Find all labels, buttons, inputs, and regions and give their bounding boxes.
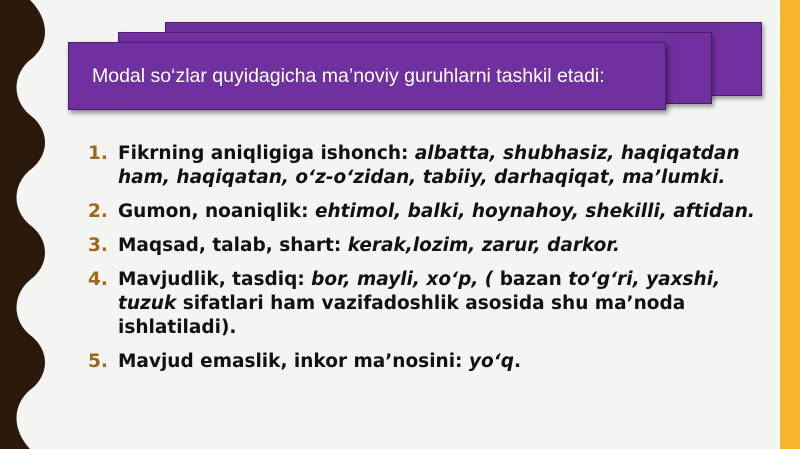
list-item — [88, 350, 758, 374]
list-text — [118, 234, 758, 258]
list-number: 4. — [88, 269, 108, 290]
group-examples: albatta, shubhasiz, haqiqatdan ham, haqiqatan, o‘z-o‘zidan, tabiiy, darhaqiqat, ma’lumki. — [118, 143, 740, 188]
title-banner — [68, 42, 666, 110]
list-number: 3. — [88, 235, 108, 256]
group-label: Gumon, noaniqlik: — [118, 201, 315, 222]
list-item — [88, 142, 758, 190]
group-tail: . — [513, 351, 521, 372]
list-number: 5. — [88, 351, 108, 372]
group-label: Fikrning aniqligiga ishonch: — [118, 143, 415, 164]
list-item — [88, 234, 758, 258]
group-examples: ehtimol, balki, hoynahoy, shekilli, aftidan. — [314, 201, 755, 222]
group-examples: bor, mayli, xo‘p, ( — [311, 269, 500, 290]
group-connector: bazan — [499, 269, 569, 290]
list-item — [88, 268, 758, 340]
group-label: Mavjudlik, tasdiq: — [118, 269, 312, 290]
group-note: sifatlari ham vazifadoshlik asosida shu ma’noda ishlatiladi). — [118, 293, 686, 338]
list-number: 2. — [88, 201, 108, 222]
list-text — [118, 200, 758, 224]
group-examples: yo‘q — [468, 351, 514, 372]
side-accent-bar — [780, 0, 800, 449]
list-item — [88, 200, 758, 224]
list-text — [118, 350, 758, 374]
list-text — [118, 142, 758, 190]
modal-word-groups-list — [88, 142, 758, 384]
group-examples-adjectives: to‘g‘ri, yaxshi, tuzuk — [118, 269, 721, 314]
decorative-wave-border — [0, 0, 52, 449]
list-number: 1. — [88, 143, 108, 164]
group-label: Maqsad, talab, shart: — [118, 235, 348, 256]
list-text — [118, 268, 758, 340]
group-label: Mavjud emaslik, inkor ma’nosini: — [118, 351, 469, 372]
group-examples: kerak,lozim, zarur, darkor. — [347, 235, 620, 256]
slide-title: Modal so‘zlar quyidagicha ma’noviy guruhlarni tashkil etadi: — [92, 64, 605, 87]
